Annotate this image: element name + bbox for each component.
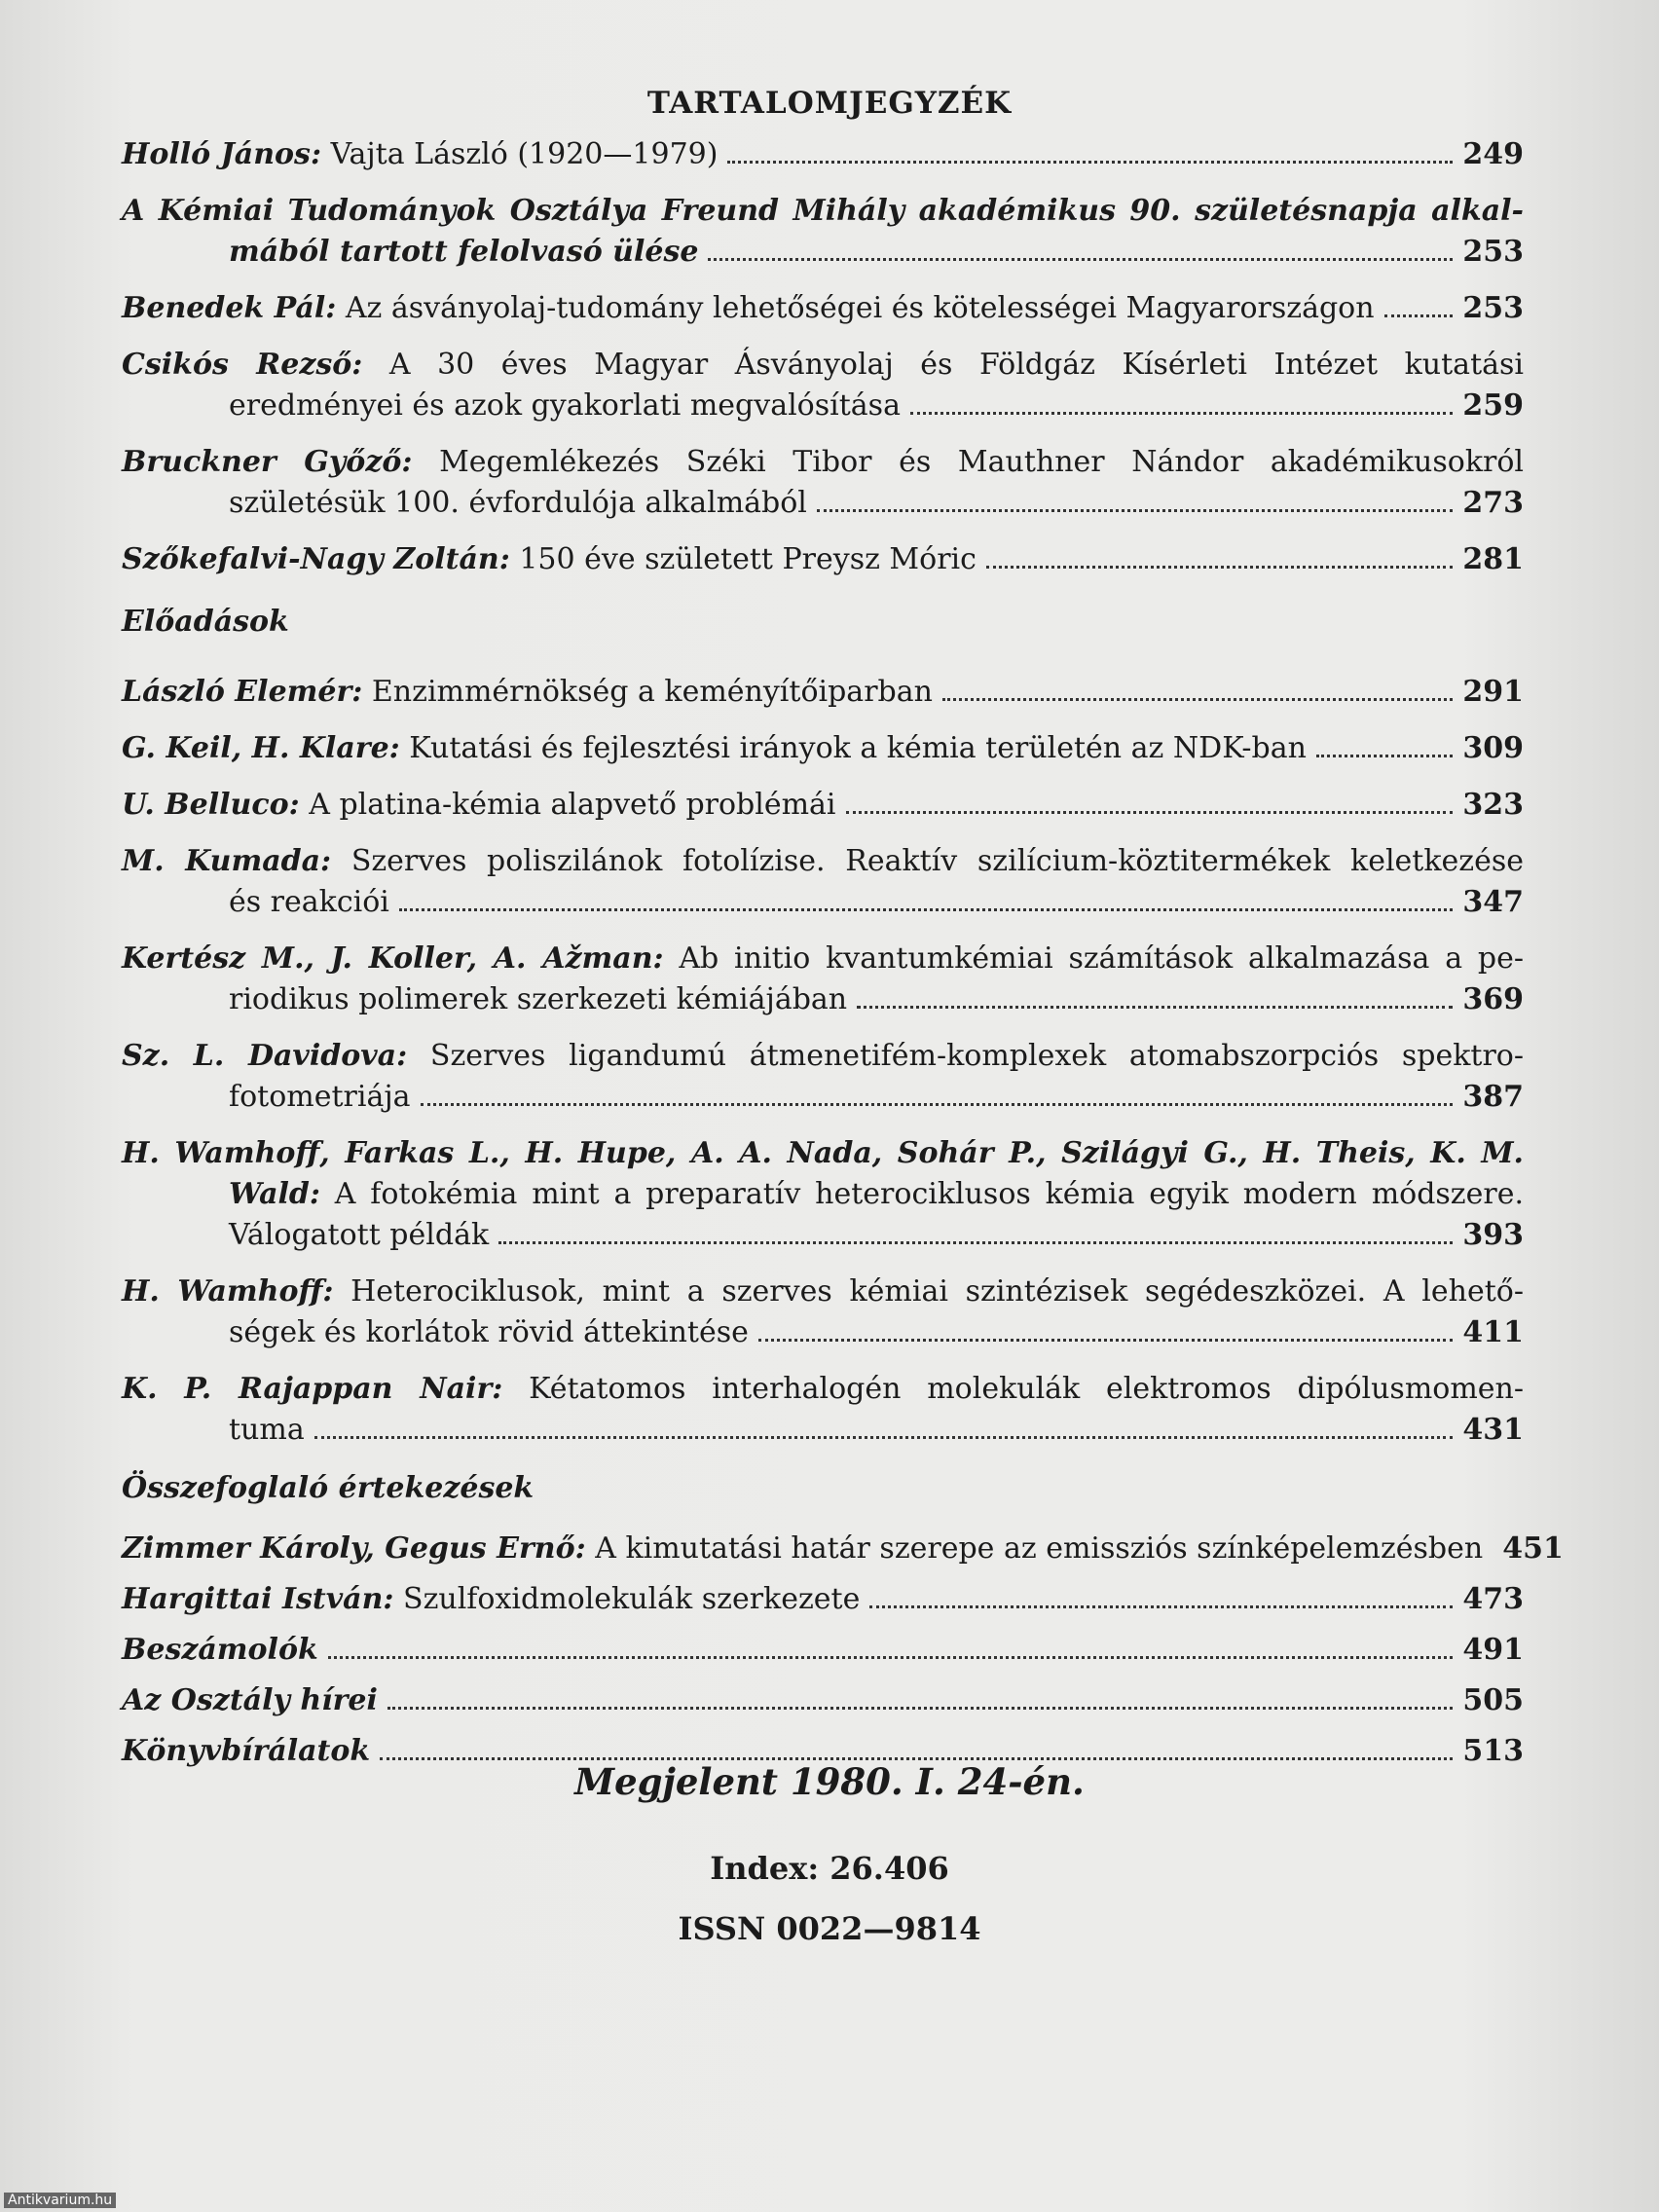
entry-author-cont: Wald: xyxy=(229,1177,320,1211)
dot-leader xyxy=(758,1339,1453,1342)
toc-entry xyxy=(122,1036,1524,1118)
toc-entry xyxy=(122,939,1524,1020)
entry-title-cont: ségek és korlátok rövid áttekintése xyxy=(229,1315,749,1349)
entry-author: K. P. Rajappan Nair: xyxy=(122,1372,503,1406)
dot-leader xyxy=(817,509,1453,512)
entry-author: G. Keil, H. Klare: xyxy=(122,731,400,765)
watermark: Antikvarium.hu xyxy=(4,2193,116,2208)
entry-title: Az ásványolaj-tudomány lehetőségei és kötelességei Magyarországon xyxy=(336,291,1375,325)
entry-author: Zimmer Károly, Gegus Ernő: xyxy=(122,1531,586,1566)
entry-title: Szulfoxidmolekulák szerkezete xyxy=(393,1582,861,1616)
entry-title-cont: eredményei és azok gyakorlati megvalósítása xyxy=(229,388,901,423)
table-of-contents xyxy=(122,134,1564,1782)
toc-entry xyxy=(122,672,1524,713)
dot-leader xyxy=(314,1436,1454,1439)
toc-entry xyxy=(122,134,1524,175)
page-number: 473 xyxy=(1462,1582,1524,1616)
page-number: 249 xyxy=(1462,137,1524,171)
entry-title: Ab initio kvantumkémiai számítások alkalmazása a pe- xyxy=(663,941,1525,976)
page-number: 259 xyxy=(1462,388,1524,423)
toc-entry xyxy=(122,191,1524,273)
entry-title-cont: születésük 100. évfordulója alkalmából xyxy=(229,486,807,520)
entry-author: Sz. L. Davidova: xyxy=(122,1039,408,1073)
page-title: TARTALOMJEGYZÉK xyxy=(646,86,1013,121)
entry-author: U. Belluco: xyxy=(122,788,300,822)
entry-author: Holló János: xyxy=(122,137,322,171)
entry-author: Bruckner Győző: xyxy=(122,445,413,479)
page-number: 281 xyxy=(1462,542,1524,576)
section-heading: Előadások xyxy=(122,605,289,639)
page-number: 347 xyxy=(1462,885,1524,919)
page-number: 431 xyxy=(1462,1413,1524,1447)
page-number: 393 xyxy=(1462,1218,1524,1252)
page-number: 451 xyxy=(1502,1531,1564,1566)
dot-leader xyxy=(727,161,1453,164)
entry-author: Benedek Pál: xyxy=(122,291,337,325)
dot-leader xyxy=(942,698,1453,701)
entry-title: Szerves poliszilánok fotolízise. Reaktív szilícium-köztitermékek keletkezése xyxy=(331,844,1525,878)
index-number: Index: 26.406 xyxy=(710,1850,949,1887)
page-number: 253 xyxy=(1462,291,1524,325)
toc-entry xyxy=(122,1630,1524,1671)
toc-entry xyxy=(122,1529,1564,1569)
entry-author: Kertész M., J. Koller, A. Ažman: xyxy=(122,941,664,976)
toc-entry xyxy=(122,1369,1524,1451)
publication-date: Megjelent 1980. I. 24-én. xyxy=(574,1760,1085,1803)
toc-entry xyxy=(122,841,1524,923)
entry-title: Beszámolók xyxy=(122,1633,318,1667)
entry-title-cont: mából tartott felolvasó ülése xyxy=(229,235,699,269)
entry-title-cont: riodikus polimerek szerkezeti kémiájában xyxy=(229,982,848,1016)
entry-title: A platina-kémia alapvető problémái xyxy=(299,788,836,822)
entry-title-cont: Válogatott példák xyxy=(229,1218,490,1252)
entry-title: Enzimmérnökség a keményítőiparban xyxy=(362,675,933,709)
entry-title: A 30 éves Magyar Ásványolaj és Földgáz Kísérleti Intézet kutatási xyxy=(362,348,1525,382)
dot-leader xyxy=(498,1241,1453,1244)
dot-leader xyxy=(857,1006,1453,1009)
entry-author: Szőkefalvi-Nagy Zoltán: xyxy=(122,542,510,576)
dot-leader xyxy=(399,908,1453,911)
page-number: 505 xyxy=(1462,1683,1524,1717)
page-number: 411 xyxy=(1462,1315,1524,1349)
entry-title: Az Osztály hírei xyxy=(122,1683,378,1717)
dot-leader xyxy=(869,1605,1453,1608)
toc-entry xyxy=(122,728,1524,769)
toc-entry xyxy=(122,1579,1524,1620)
section-heading: Összefoglaló értekezések xyxy=(122,1471,535,1505)
entry-title: A fotokémia mint a preparatív heterociklusos kémia egyik modern módszere. xyxy=(319,1177,1524,1211)
dot-leader xyxy=(986,566,1453,569)
page-number: 291 xyxy=(1462,675,1524,709)
toc-entry xyxy=(122,785,1524,826)
dot-leader xyxy=(328,1656,1454,1659)
entry-author: M. Kumada: xyxy=(122,844,332,878)
entry-title: Heterociklusok, mint a szerves kémiai szintézisek segédeszközei. A lehető- xyxy=(333,1274,1524,1309)
issn-number: ISSN 0022—9814 xyxy=(678,1910,981,1947)
dot-leader xyxy=(910,412,1453,415)
entry-title: Kétatomos interhalogén molekulák elektromos dipólusmomen- xyxy=(502,1372,1524,1406)
entry-title: Vajta László (1920—1979) xyxy=(321,137,719,171)
toc-entry xyxy=(122,442,1524,524)
page-number: 387 xyxy=(1462,1080,1524,1114)
entry-author: H. Wamhoff, Farkas L., H. Hupe, A. A. Nada, Sohár P., Szilágyi G., H. Theis, K. M. xyxy=(122,1136,1524,1170)
entry-title: 150 éve született Preysz Móric xyxy=(509,542,977,576)
toc-entry xyxy=(122,345,1524,426)
dot-leader xyxy=(1316,755,1453,757)
toc-entry xyxy=(122,539,1524,580)
entry-title-cont: fotometriája xyxy=(229,1080,411,1114)
toc-entry xyxy=(122,1133,1524,1256)
toc-entry xyxy=(122,288,1524,329)
entry-title-cont: tuma xyxy=(229,1413,305,1447)
dot-leader xyxy=(421,1103,1454,1106)
page-number: 253 xyxy=(1462,235,1524,269)
page-number: 323 xyxy=(1462,788,1524,822)
page-number: 369 xyxy=(1462,982,1524,1016)
entry-title: A Kémiai Tudományok Osztálya Freund Mihály akadémikus 90. születésnapja alkal- xyxy=(122,194,1524,228)
page-number: 273 xyxy=(1462,486,1524,520)
entry-author: Hargittai István: xyxy=(122,1582,394,1616)
entry-title: Kutatási és fejlesztési irányok a kémia területén az NDK-ban xyxy=(399,731,1307,765)
toc-entry xyxy=(122,1680,1524,1721)
entry-title-cont: és reakciói xyxy=(229,885,389,919)
page-number: 513 xyxy=(1462,1734,1524,1768)
entry-author: László Elemér: xyxy=(122,675,363,709)
entry-author: H. Wamhoff: xyxy=(122,1274,334,1309)
entry-title: A kimutatási határ szerepe az emissziós színképelemzésben xyxy=(585,1531,1484,1566)
entry-title: Könyvbírálatok xyxy=(122,1734,371,1768)
dot-leader xyxy=(708,258,1453,261)
page-number: 309 xyxy=(1462,731,1524,765)
toc-entry xyxy=(122,1272,1524,1353)
page-number: 491 xyxy=(1462,1633,1524,1667)
entry-author: Csikós Rezső: xyxy=(122,348,363,382)
entry-title: Szerves ligandumú átmenetifém-komplexek atomabszorpciós spektro- xyxy=(407,1039,1524,1073)
dot-leader xyxy=(1384,314,1454,317)
dot-leader xyxy=(846,811,1454,814)
entry-title: Megemlékezés Széki Tibor és Mauthner Nándor akadémikusokról xyxy=(412,445,1525,479)
dot-leader xyxy=(387,1707,1453,1710)
